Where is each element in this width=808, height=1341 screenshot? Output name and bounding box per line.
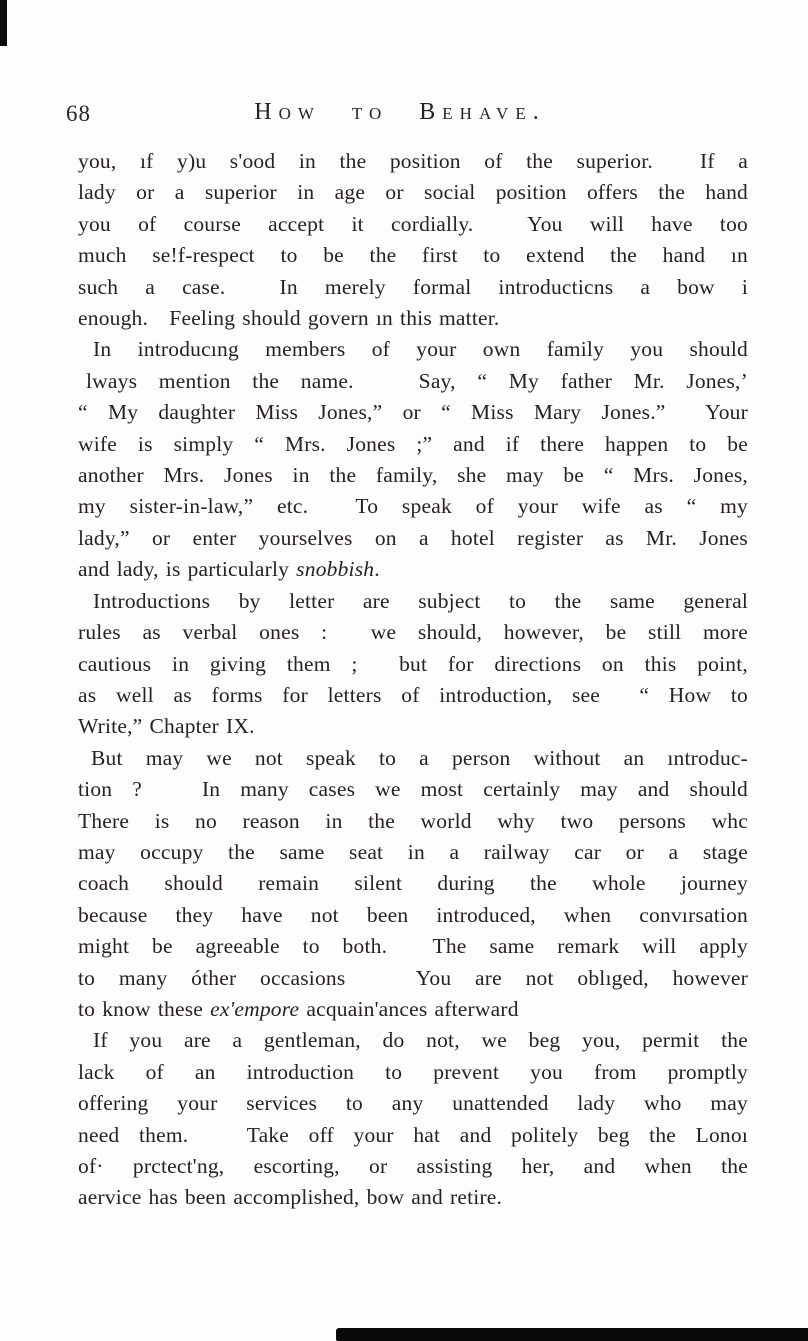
text-line: [78, 1120, 748, 1151]
text-line: [78, 491, 748, 522]
text-run: of· prctect'ng, escorting, or assisting her, and when the: [78, 1154, 748, 1178]
text-line: [78, 554, 748, 585]
italic-text: snobbish: [296, 557, 375, 582]
text-line: [78, 1088, 748, 1119]
text-run: need them. Take off your hat and politely beg the Lonoı: [78, 1122, 748, 1147]
text-run: and lady, is particularly: [78, 557, 297, 582]
italic-text: ex'empore: [210, 996, 300, 1021]
running-head: [66, 99, 748, 133]
text-line: [78, 429, 748, 460]
text-line: [78, 240, 748, 271]
scan-artifact-bottom-bar: [336, 1328, 808, 1341]
text-line: [78, 680, 748, 711]
scan-artifact-top-left: [0, 0, 7, 46]
text-run: In introducıng members of your own family you should: [93, 337, 748, 362]
text-run: enough. Feeling should govern ın this matter.: [78, 306, 500, 331]
text-run: lack of an introduction to prevent you from promptly: [78, 1059, 748, 1084]
text-run: cautious in giving them ; but for directions on this point,: [78, 651, 748, 676]
text-run: But may we not speak to a person without an ıntroduc-: [91, 745, 748, 770]
paragraph: [78, 146, 748, 334]
text-run: tion ? In many cases we most certainly may and should: [78, 777, 748, 802]
text-line: [78, 649, 748, 680]
text-line: [78, 931, 748, 962]
paragraph: [78, 586, 748, 743]
paragraph: [78, 1025, 748, 1213]
text-line: [78, 963, 748, 994]
text-run: If you are a gentleman, do not, we beg you, permit the: [93, 1028, 748, 1053]
text-run: such a case. In merely formal introducticns a bow i: [78, 274, 748, 299]
text-run: wife is simply “ Mrs. Jones ;” and if there happen to be: [78, 431, 748, 456]
page-number: 68: [66, 101, 91, 126]
text-line: [78, 711, 748, 742]
text-line: [78, 209, 748, 240]
text-line: [78, 303, 748, 334]
text-line: [78, 1151, 748, 1182]
text-run: Write,” Chapter IX.: [78, 714, 255, 739]
text-line: [78, 366, 748, 397]
text-run: lways mention the name. Say, “ My father Mr. Jones,’: [86, 368, 748, 393]
text-run: another Mrs. Jones in the family, she may be “ Mrs. Jones,: [78, 463, 748, 488]
text-run: aervice has been accomplished, bow and retire.: [78, 1185, 503, 1210]
text-run: to know these: [78, 996, 211, 1021]
text-line: [78, 774, 748, 805]
text-line: [78, 837, 748, 868]
text-line: [78, 900, 748, 931]
text-run: you of course accept it cordially. You will have too: [78, 211, 748, 236]
text-line: [78, 177, 748, 208]
text-run: Introductions by letter are subject to the same general: [93, 588, 748, 613]
text-run: There is no reason in the world why two persons whc: [78, 808, 748, 833]
text-run: to many óther occasions You are not oblıged, however: [78, 965, 748, 990]
text-line: [78, 1057, 748, 1088]
text-run: may occupy the same seat in a railway car or a stage: [78, 839, 748, 864]
text-run: you, ıf y)u s'ood in the position of the superior. If a: [78, 149, 748, 173]
page-title: How to Behave.: [254, 99, 546, 125]
text-run: .: [374, 557, 380, 582]
text-line: [78, 868, 748, 899]
text-run: lady or a superior in age or social position offers the hand: [78, 180, 748, 205]
text-run: as well as forms for letters of introduction, see “ How to: [78, 682, 748, 707]
text-run: acquain'ances afterward: [299, 996, 519, 1021]
text-line: [78, 994, 748, 1025]
paragraph: [78, 334, 748, 585]
text-run: because they have not been introduced, when convırsation: [78, 902, 748, 927]
text-run: “ My daughter Miss Jones,” or “ Miss Mary Jones.” Your: [78, 400, 748, 425]
text-run: lady,” or enter yourselves on a hotel register as Mr. Jones: [78, 525, 748, 550]
text-line: [78, 617, 748, 648]
text-run: might be agreeable to both. The same remark will apply: [78, 934, 748, 959]
text-run: offering your services to any unattended lady who may: [78, 1091, 748, 1116]
paragraph: [78, 743, 748, 1026]
text-line: [78, 743, 748, 774]
text-line: [78, 397, 748, 428]
text-line: [78, 146, 748, 177]
text-line: [78, 586, 748, 617]
text-line: [78, 272, 748, 303]
text-body: [78, 146, 748, 1214]
text-run: much se!f-respect to be the first to extend the hand ın: [78, 243, 748, 268]
text-run: rules as verbal ones : we should, however, be still more: [78, 620, 748, 645]
text-run: coach should remain silent during the whole journey: [78, 871, 748, 896]
text-line: [78, 806, 748, 837]
text-line: [78, 523, 748, 554]
text-run: my sister-in-law,” etc. To speak of your wife as “ my: [78, 494, 748, 519]
text-line: [78, 460, 748, 491]
text-line: [78, 334, 748, 365]
text-line: [78, 1025, 748, 1056]
text-line: [78, 1182, 748, 1213]
